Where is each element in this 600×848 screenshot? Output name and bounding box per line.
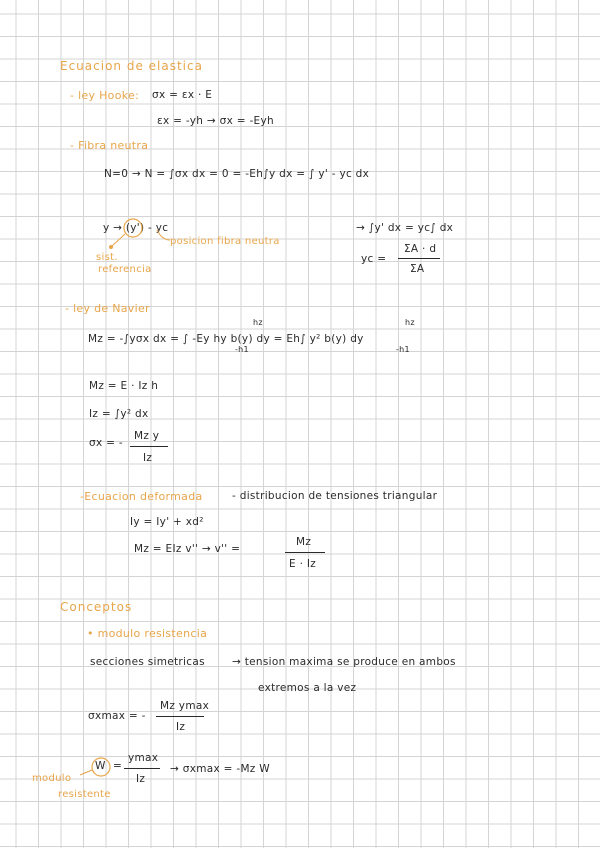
section-title-ecuacion-elastica: Ecuacion de elastica [60, 59, 203, 73]
navier-equation: Mz = -∫yσx dx = ∫ -Ey hy b(y) dy = Eh∫ y² b(y) dy [88, 333, 364, 345]
sigma-max-numerator: Mz ymax [160, 700, 210, 712]
yc-denominator: ΣA [410, 263, 425, 275]
label-sist: sist. [96, 252, 118, 263]
w-numerator: ymax [128, 752, 159, 764]
sigma-max-label: σxmax = - [88, 710, 146, 722]
mz-deformada-equation: Mz = EIz v'' → v'' = [134, 543, 241, 555]
label-posicion-fibra-neutra: posicion fibra neutra [170, 236, 280, 247]
secciones-simetricas: secciones simetricas [90, 656, 205, 668]
w-result: → σxmax = -Mz W [170, 763, 270, 775]
hooke-equation-1: σx = εx · E [152, 89, 213, 101]
v-fraction-bar [285, 552, 325, 553]
tension-maxima: → tension maxima se produce en ambos [232, 656, 456, 668]
sigma-fraction-bar [130, 446, 168, 447]
hooke-equation-2: εx = -yh → σx = -Eyh [157, 115, 274, 127]
sigma-numerator: Mz y [134, 430, 160, 442]
label-modulo: modulo [32, 773, 72, 784]
heading-fibra-neutra: - Fibra neutra [70, 139, 149, 152]
navier-limit-top-1: hz [253, 318, 263, 327]
sigma-denominator: Iz [143, 452, 153, 464]
v-numerator: Mz [296, 536, 312, 548]
yc-numerator: ΣA · d [404, 243, 437, 255]
w-denominator: Iz [136, 773, 146, 785]
yc-fraction-bar [398, 258, 440, 259]
navier-limit-bottom-1: -h1 [235, 345, 249, 354]
y-position-equation: y → (y') - yc [103, 222, 169, 234]
yc-integral-equation: → ∫y' dx = yc∫ dx [356, 222, 454, 234]
w-equals: = [113, 760, 123, 772]
iz-equation: Iz = ∫y² dx [89, 408, 149, 420]
mz-equation: Mz = E · Iz h [89, 380, 159, 392]
distribucion-tensiones: - distribucion de tensiones triangular [232, 490, 438, 502]
yc-label: yc = [361, 253, 387, 265]
sigma-max-denominator: Iz [176, 721, 186, 733]
sigma-label: σx = - [89, 437, 123, 449]
v-denominator: E · Iz [289, 558, 317, 570]
heading-modulo-resistencia: • modulo resistencia [87, 627, 208, 640]
w-fraction-bar [124, 768, 160, 769]
extremos-a-la-vez: extremos a la vez [258, 682, 357, 694]
navier-limit-bottom-2: -h1 [396, 345, 410, 354]
navier-limit-top-2: hz [405, 318, 415, 327]
w-symbol: W [95, 760, 106, 772]
heading-ley-hooke: - ley Hooke: [70, 89, 140, 102]
heading-ley-navier: - ley de Navier [65, 302, 150, 315]
heading-ecuacion-deformada: -Ecuacion deformada [80, 490, 203, 503]
sigma-max-fraction-bar [156, 716, 204, 717]
label-resistente: resistente [58, 789, 111, 800]
fibra-neutra-equation: N=0 → N = ∫σx dx = 0 = -Eh∫y dx = ∫ y' - yc dx [104, 168, 370, 180]
iy-equation: Iy = Iy' + xd² [130, 516, 204, 528]
label-referencia: referencia [98, 264, 152, 275]
section-title-conceptos: Conceptos [60, 600, 133, 614]
